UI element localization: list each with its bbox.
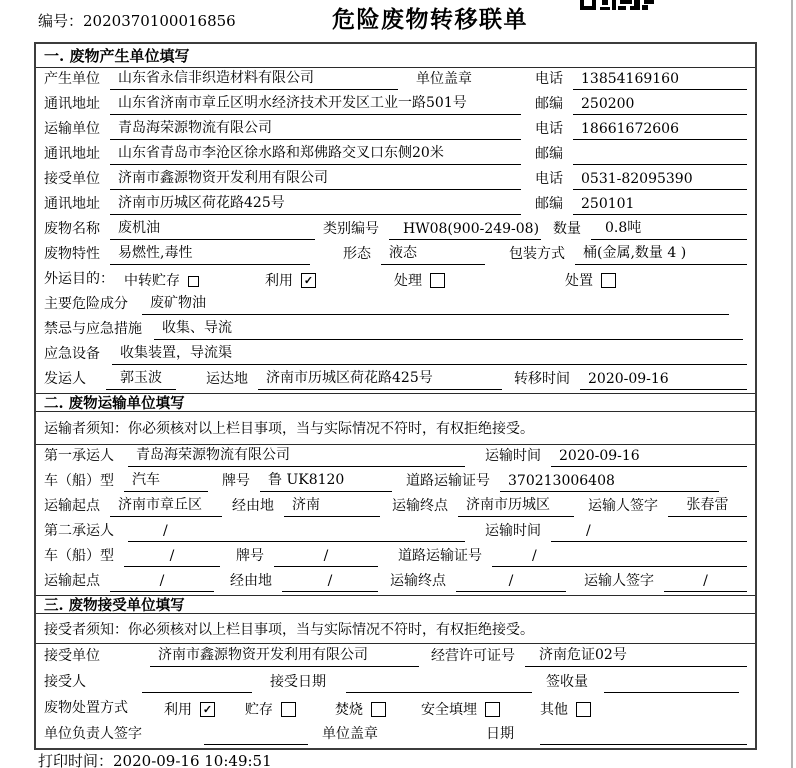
zip-label: 邮编 — [535, 96, 563, 112]
option-label: 焚烧 — [335, 702, 363, 718]
carrier-signature-field: / — [664, 573, 747, 592]
head-signature-label: 单位负责人签字 — [44, 726, 142, 742]
print-time-label: 打印时间： — [38, 752, 114, 768]
receiver-address-row — [36, 193, 755, 218]
second-route-row — [36, 570, 755, 595]
zip-label: 邮编 — [535, 196, 563, 212]
transporter-unit-label: 运输单位 — [44, 121, 100, 137]
transfer-time-field: 2020-09-16 — [580, 371, 747, 390]
transporter-phone-group — [535, 118, 747, 143]
emergency-measures-row — [36, 318, 755, 343]
receiver-unit-field: 济南市鑫源物资开发利用有限公司 — [110, 167, 521, 190]
transport-time-field: 2020-09-16 — [551, 448, 747, 467]
second-carrier-label: 第二承运人 — [44, 523, 114, 539]
unit-seal-label: 单位盖章 — [322, 726, 378, 742]
option-label: 中转贮存 — [124, 273, 180, 289]
route-via-field: / — [282, 573, 378, 592]
purpose-option-treat — [394, 270, 445, 293]
quantity-field: 0.8吨 — [591, 217, 747, 240]
producer-address-field: 山东省济南市章丘区明水经济技术开发区工业一路501号 — [110, 92, 521, 115]
transport-time-field: / — [551, 523, 747, 542]
hazard-component-label: 主要危险成分 — [44, 296, 128, 312]
hazard-component-row — [36, 293, 755, 318]
option-label: 处置 — [565, 273, 593, 289]
transport-time-label: 运输时间 — [485, 523, 541, 539]
producer-phone-group — [535, 68, 747, 93]
plate-number-label: 牌号 — [222, 473, 250, 489]
checkbox-checked-icon: ✓ — [301, 273, 316, 288]
transport-notice: 运输者须知：你必须核对以上栏目事项，当与实际情况不符时，有权拒绝接受。 — [36, 412, 755, 445]
transporter-unit-field: 青岛海荣源物流有限公司 — [110, 117, 521, 140]
unit-seal-label: 单位盖章 — [416, 71, 472, 87]
route-terminal-label: 运输终点 — [392, 498, 448, 514]
producer-phone-field: 13854169160 — [573, 71, 747, 90]
emergency-measures-label: 禁忌与应急措施 — [44, 321, 142, 337]
disposal-option-utilize — [164, 699, 215, 722]
serial-label: 编号： — [38, 12, 84, 30]
section-heading-producer: 一. 废物产生单位填写 — [36, 44, 755, 68]
route-terminal-label: 运输终点 — [390, 573, 446, 589]
producer-zip-field: 250200 — [573, 96, 747, 115]
waste-trait-field: 易燃性,毒性 — [110, 242, 310, 265]
carrier-signature-field: 张春雷 — [668, 494, 747, 517]
permit-number-field: 济南危证02号 — [525, 644, 747, 667]
receiver-unit-label: 接受单位 — [44, 171, 100, 187]
destination-label: 运达地 — [206, 371, 248, 387]
page-title: 危险废物转移联单 — [332, 6, 528, 33]
road-license-label: 道路运输证号 — [398, 548, 482, 564]
received-quantity-label: 签收量 — [546, 674, 588, 690]
permit-number-label: 经营许可证号 — [431, 648, 515, 664]
section-heading-transport: 二. 废物运输单位填写 — [36, 393, 755, 412]
carrier-signature-label: 运输人签字 — [584, 573, 654, 589]
receiver-phone-field: 0531-82095390 — [573, 171, 747, 190]
route-terminal-field: / — [456, 573, 566, 592]
producer-address-row — [36, 93, 755, 118]
consignor-row — [36, 368, 755, 393]
first-route-row — [36, 495, 755, 520]
category-code-label: 类别编号 — [323, 221, 379, 237]
transporter-address-row — [36, 143, 755, 168]
route-origin-field: / — [110, 573, 214, 592]
form-field: 液态 — [381, 242, 485, 265]
producer-unit-field: 山东省永信非织造材料有限公司 — [110, 67, 398, 90]
vehicle-type-field: 汽车 — [124, 469, 208, 492]
receive-unit-label: 接受单位 — [44, 648, 100, 664]
consignor-field: 郭玉波 — [106, 367, 176, 390]
checkbox-unchecked-icon — [430, 273, 445, 288]
receiver-zip-field: 250101 — [573, 196, 747, 215]
recipient-row — [36, 670, 755, 696]
first-carrier-row — [36, 445, 755, 470]
consignor-label: 发运人 — [44, 371, 86, 387]
head-signature-field — [204, 742, 308, 745]
address-label: 通讯地址 — [44, 196, 100, 212]
transport-time-label: 运输时间 — [485, 448, 541, 464]
first-vehicle-row — [36, 470, 755, 495]
route-via-field: 济南 — [284, 494, 380, 517]
receiver-zip-group — [535, 193, 747, 218]
qr-code-fragment-icon — [580, 0, 654, 10]
road-license-label: 道路运输证号 — [406, 473, 490, 489]
form-label: 形态 — [343, 246, 371, 262]
plate-number-field: 鲁 UK8120 — [260, 469, 392, 492]
checkbox-unchecked-icon — [576, 702, 591, 717]
transporter-address-field: 山东省青岛市李沧区徐水路和郑佛路交叉口东侧20米 — [110, 142, 521, 165]
disposal-method-row — [36, 696, 755, 722]
head-signature-row — [36, 722, 755, 748]
route-origin-field: 济南市章丘区 — [110, 494, 222, 517]
second-carrier-row — [36, 520, 755, 545]
packing-field: 桶(金属,数量 4 ) — [575, 242, 747, 265]
receiver-address-field: 济南市历城区荷花路425号 — [110, 192, 521, 215]
option-label: 利用 — [164, 702, 192, 718]
plate-number-field: / — [274, 548, 378, 567]
print-time — [38, 750, 272, 768]
producer-unit-label: 产生单位 — [44, 71, 100, 87]
address-label: 通讯地址 — [44, 146, 100, 162]
receive-unit-row — [36, 644, 755, 670]
producer-zip-group — [535, 93, 747, 118]
transfer-purpose-row — [36, 268, 755, 293]
serial-number — [38, 10, 236, 31]
checkbox-checked-icon: ✓ — [200, 702, 215, 717]
waste-name-row — [36, 218, 755, 243]
emergency-equipment-label: 应急设备 — [44, 346, 100, 362]
second-carrier-field: / — [128, 523, 465, 542]
option-label: 处理 — [394, 273, 422, 289]
serial-value: 2020370100016856 — [83, 12, 236, 30]
transporter-unit-row — [36, 118, 755, 143]
disposal-option-incinerate — [335, 699, 386, 722]
option-label: 贮存 — [245, 702, 273, 718]
transporter-phone-field: 18661672606 — [573, 121, 747, 140]
emergency-equipment-row — [36, 343, 755, 368]
option-label: 利用 — [265, 273, 293, 289]
phone-label: 电话 — [535, 121, 563, 137]
producer-unit-row — [36, 68, 755, 93]
print-time-value: 2020-09-16 10:49:51 — [113, 752, 272, 768]
first-carrier-field: 青岛海荣源物流有限公司 — [128, 444, 465, 467]
address-label: 通讯地址 — [44, 96, 100, 112]
receive-unit-field: 济南市鑫源物资开发利用有限公司 — [150, 644, 419, 667]
transporter-zip-group — [535, 143, 747, 168]
phone-label: 电话 — [535, 171, 563, 187]
purpose-option-dispose — [565, 270, 616, 293]
hazard-component-field: 废矿物油 — [142, 292, 729, 315]
waste-name-label: 废物名称 — [44, 221, 100, 237]
transfer-time-label: 转移时间 — [514, 371, 570, 387]
quantity-label: 数量 — [553, 221, 581, 237]
category-code-field: HW08(900-249-08) — [389, 221, 541, 240]
option-label: 其他 — [540, 702, 568, 718]
route-via-label: 经由地 — [232, 498, 274, 514]
plate-number-label: 牌号 — [236, 548, 264, 564]
purpose-option-utilize — [265, 270, 316, 293]
date-field — [540, 742, 747, 745]
route-origin-label: 运输起点 — [44, 498, 100, 514]
recipient-field — [142, 690, 252, 693]
zip-label: 邮编 — [535, 146, 563, 162]
receiver-phone-group — [535, 168, 747, 193]
road-license-field: 370213006408 — [500, 473, 719, 492]
carrier-signature-label: 运输人签字 — [588, 498, 658, 514]
waste-trait-row — [36, 243, 755, 268]
vehicle-type-label: 车（船）型 — [44, 548, 114, 564]
receive-notice: 接受者须知：你必须核对以上栏目事项，当与实际情况不符时，有权拒绝接受。 — [36, 614, 755, 644]
route-origin-label: 运输起点 — [44, 573, 100, 589]
disposal-option-other — [540, 699, 591, 722]
transfer-purpose-label: 外运目的： — [44, 271, 114, 287]
vehicle-type-label: 车（船）型 — [44, 473, 114, 489]
manifest-form — [34, 42, 757, 750]
transporter-zip-field — [573, 162, 747, 165]
waste-trait-label: 废物特性 — [44, 246, 100, 262]
checkbox-unchecked-icon — [281, 702, 296, 717]
road-license-field: / — [492, 548, 747, 567]
purpose-option-transfer-storage — [124, 270, 199, 293]
date-label: 日期 — [486, 726, 514, 742]
route-terminal-field: 济南市历城区 — [458, 494, 574, 517]
phone-label: 电话 — [535, 71, 563, 87]
destination-field: 济南市历城区荷花路425号 — [258, 367, 502, 390]
checkbox-unchecked-icon — [371, 702, 386, 717]
checkbox-unchecked-icon — [188, 276, 199, 287]
disposal-option-storage — [245, 699, 296, 722]
receive-date-label: 接受日期 — [270, 674, 326, 690]
first-carrier-label: 第一承运人 — [44, 448, 114, 464]
disposal-option-landfill — [421, 699, 500, 722]
vehicle-type-field: / — [124, 548, 220, 567]
checkbox-unchecked-icon — [601, 273, 616, 288]
page-edge-line — [791, 0, 793, 768]
option-label: 安全填埋 — [421, 702, 477, 718]
disposal-method-label: 废物处置方式 — [44, 700, 128, 716]
waste-name-field: 废机油 — [110, 217, 315, 240]
section-heading-receive: 三. 废物接受单位填写 — [36, 595, 755, 614]
received-quantity-field — [604, 690, 739, 693]
emergency-measures-field: 收集、导流 — [154, 317, 743, 340]
second-vehicle-row — [36, 545, 755, 570]
receiver-unit-row — [36, 168, 755, 193]
emergency-equipment-field: 收集装置，导流渠 — [112, 342, 747, 365]
route-via-label: 经由地 — [230, 573, 272, 589]
recipient-label: 接受人 — [44, 674, 86, 690]
checkbox-unchecked-icon — [485, 702, 500, 717]
packing-label: 包装方式 — [509, 246, 565, 262]
receive-date-field — [346, 690, 532, 693]
